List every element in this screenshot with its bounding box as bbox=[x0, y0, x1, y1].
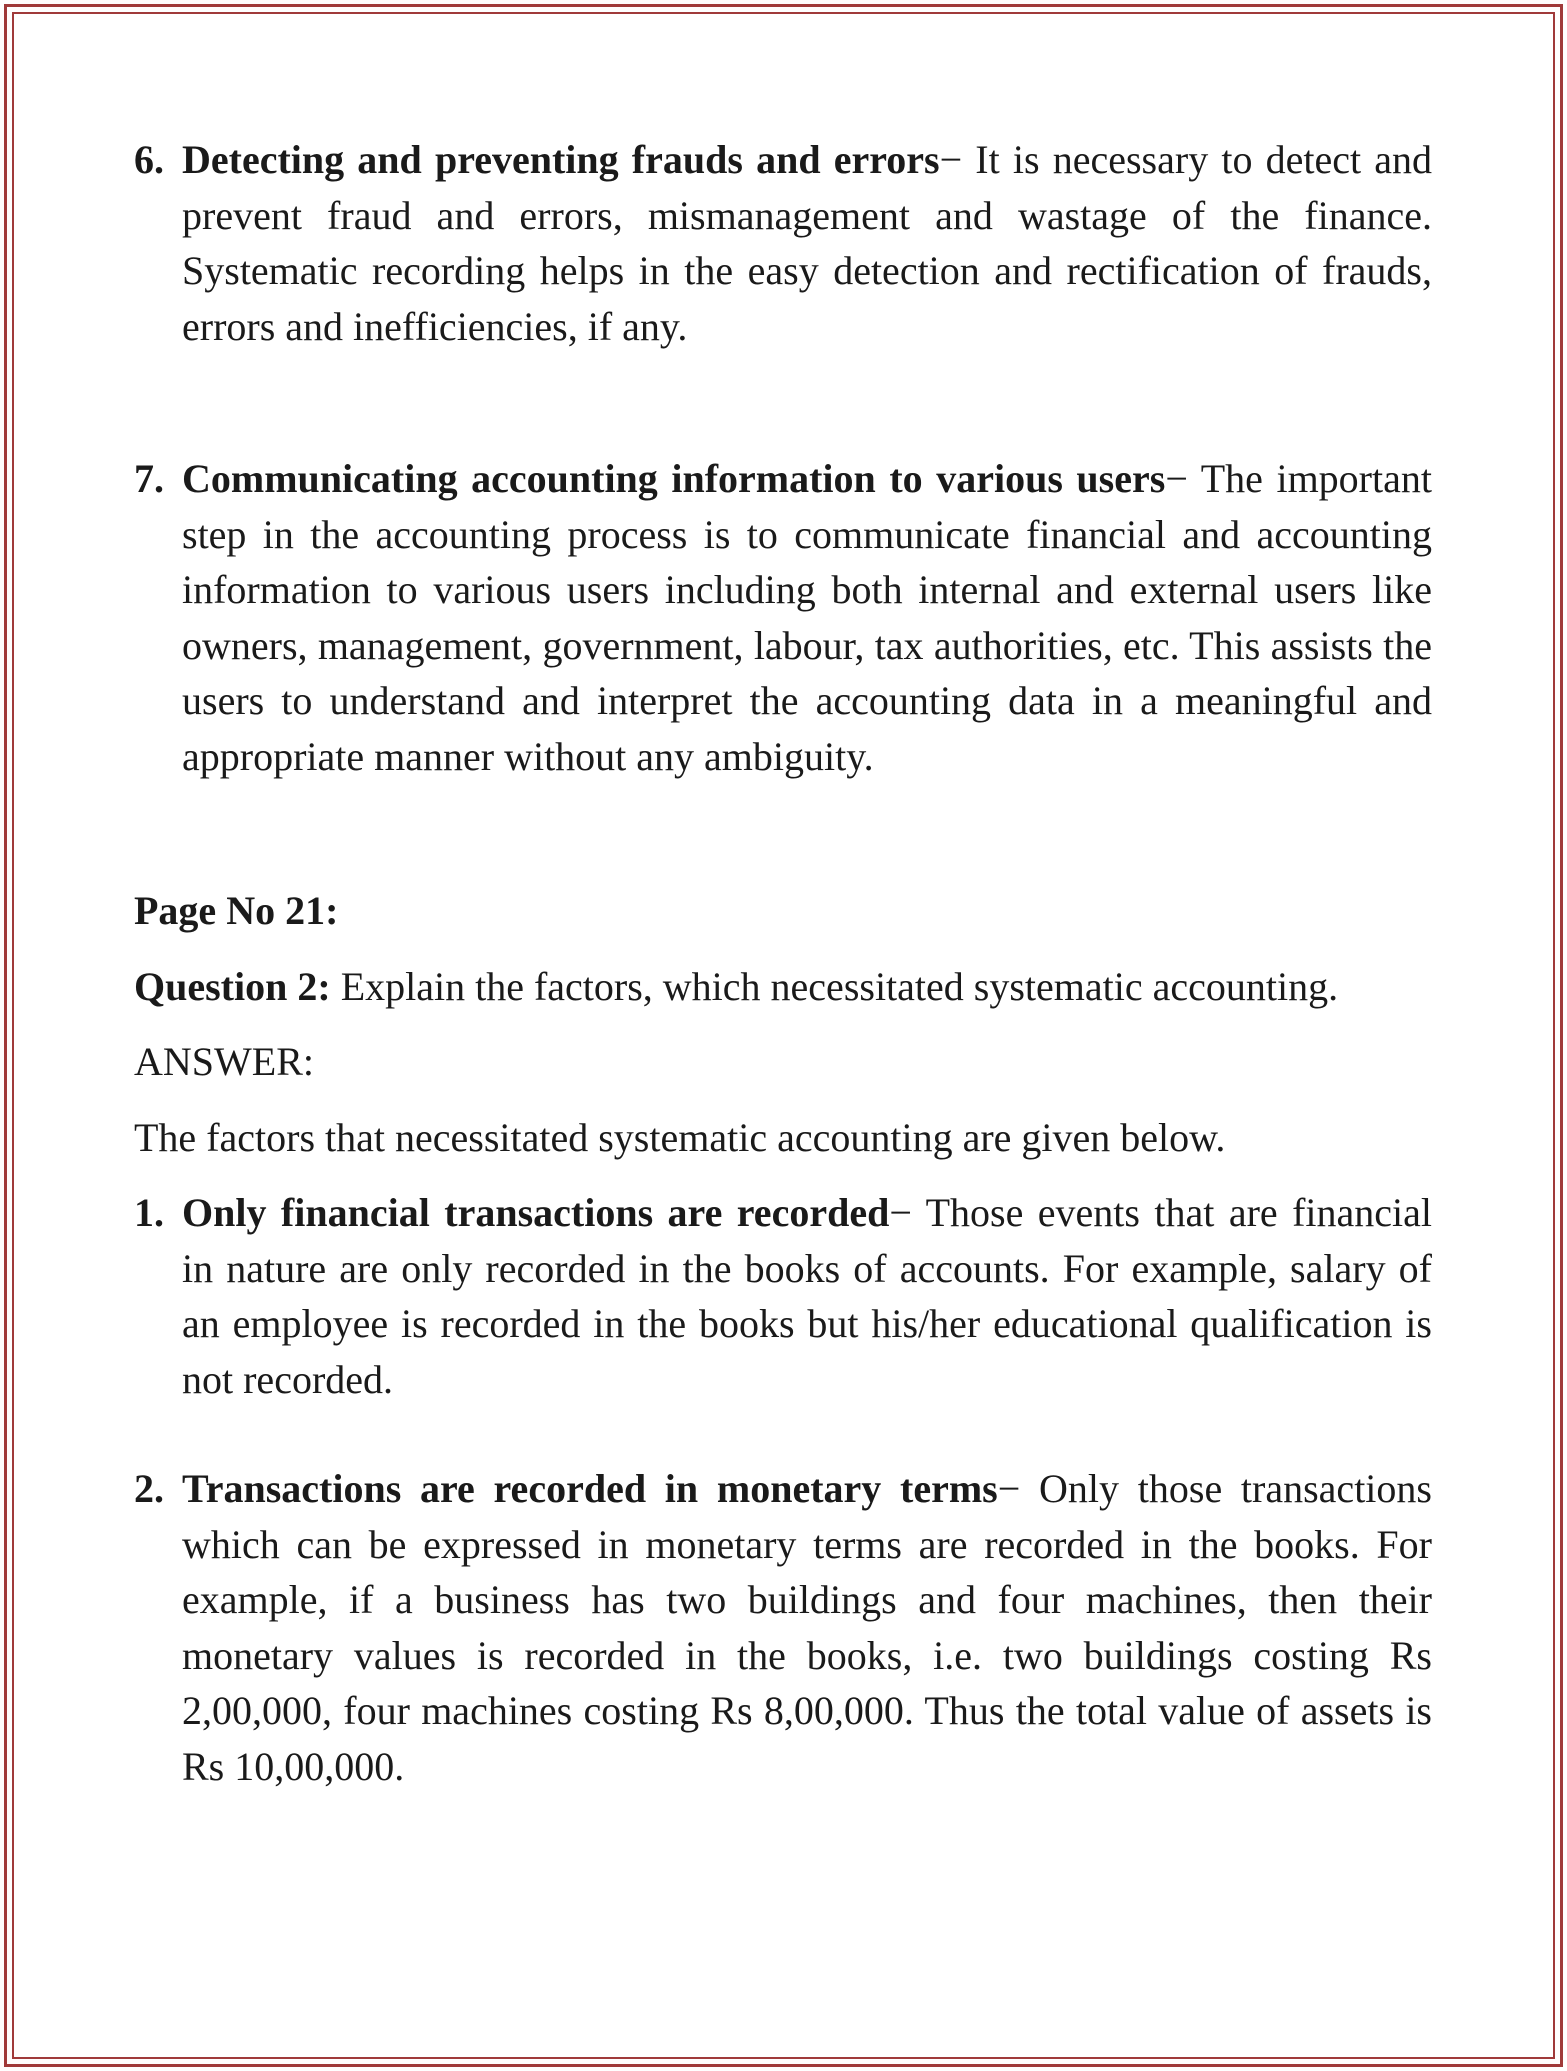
question-label: Question 2: bbox=[134, 963, 331, 1009]
list-item-dash: − bbox=[997, 1466, 1021, 1511]
list-item-text: Those events that are financial in nature are only recorded in the books of accounts. For example, salary of an employee is recorded in the books but his/her educational qualification is not recorded. bbox=[182, 1190, 1433, 1402]
list-item-dash: − bbox=[1165, 456, 1188, 501]
question-text: Explain the factors, which necessitated systematic accounting. bbox=[330, 963, 1339, 1009]
list-item-number: 2. bbox=[134, 1466, 164, 1511]
list-item-number: 7. bbox=[134, 456, 164, 501]
list-item-text: Only those transactions which can be expressed in monetary terms are recorded in the books. For example, if a business has two buildings and four machines, then their monetary values is recorded in the books, i.e. two buildings costing Rs 2,00,000, four machines costing Rs 8,00,000. Thus the total value of assets is Rs 10,00,000. bbox=[182, 1466, 1432, 1789]
page-number-heading: Page No 21: bbox=[134, 888, 339, 933]
list-item-dash: − bbox=[889, 1190, 912, 1235]
list-item-heading: Transactions are recorded in monetary terms bbox=[182, 1466, 998, 1511]
list-item-dash: − bbox=[939, 137, 963, 182]
list-item-number: 6. bbox=[134, 137, 164, 182]
question bbox=[134, 959, 1432, 1015]
list-item-text: The important step in the accounting process is to communicate financial and accounting information to various users including both internal and external users like owners, management, government, labour, tax authorities, etc. This assists the users to understand and interpret the accounting data in a meaningful and appropriate manner without any ambiguity. bbox=[182, 456, 1432, 779]
answer-label: ANSWER: bbox=[134, 1039, 314, 1084]
document-body bbox=[134, 132, 1432, 1794]
list-item-number: 1. bbox=[134, 1190, 164, 1235]
list-item-heading: Communicating accounting information to various users bbox=[182, 456, 1166, 501]
list-item-6 bbox=[134, 132, 1432, 354]
list-item-7 bbox=[134, 451, 1432, 784]
list-item-heading: Only financial transactions are recorded bbox=[182, 1190, 890, 1235]
answer-intro: The factors that necessitated systematic accounting are given below. bbox=[134, 1114, 1226, 1160]
list-item-1 bbox=[134, 1185, 1432, 1407]
list-item-text: It is necessary to detect and prevent fraud and errors, mismanagement and wastage of the finance. Systematic recording helps in the easy detection and rectification of frauds, errors and inefficiencies, if any. bbox=[182, 137, 1432, 349]
list-item-2 bbox=[134, 1461, 1432, 1794]
list-item-heading: Detecting and preventing frauds and errors bbox=[182, 137, 940, 182]
